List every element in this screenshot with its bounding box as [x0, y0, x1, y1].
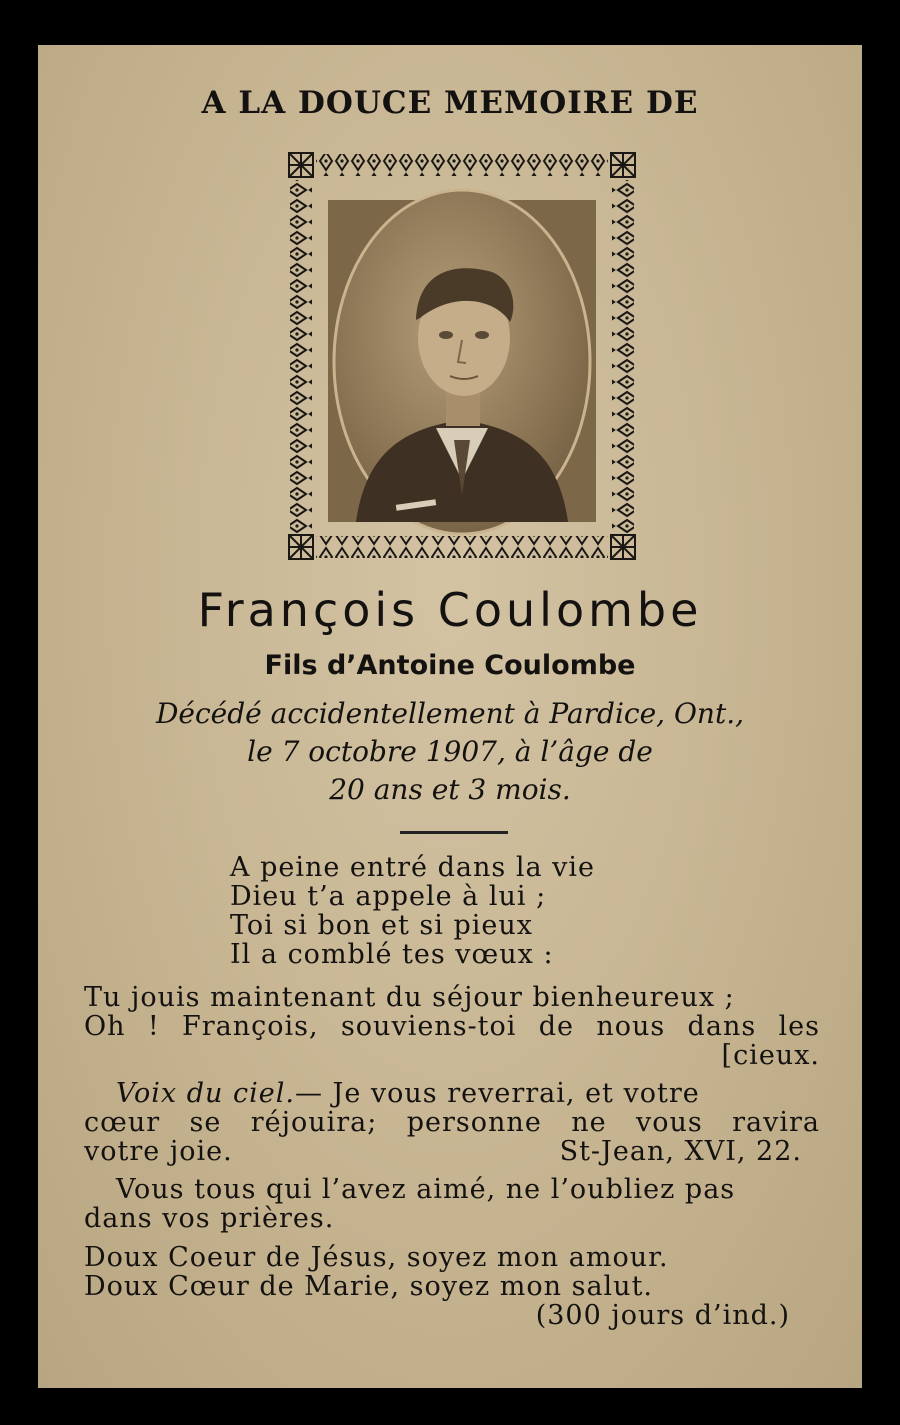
scripture-citation: St-Jean, XVI, 22.: [559, 1136, 802, 1167]
invocation-line: Doux Cœur de Marie, soyez mon salut.: [84, 1271, 653, 1302]
verse-line: A peine entré dans la vie: [230, 852, 596, 883]
verse-stanza: [230, 853, 595, 969]
card-header: A LA DOUCE MEMOIRE DE: [201, 85, 699, 121]
indulgence-note: (300 jours d’ind.): [535, 1300, 790, 1331]
prayer-line: Vous tous qui l’avez aimé, ne l’oubliez pas: [116, 1174, 736, 1205]
deceased-name: François Coulombe: [197, 583, 703, 637]
invocation-line: Doux Coeur de Jésus, soyez mon amour.: [84, 1242, 669, 1273]
invocations: [84, 1243, 820, 1330]
prayer-request: [84, 1175, 820, 1233]
voix-line: cœur se réjouira; personne ne vous ravira: [84, 1107, 820, 1138]
verse-line: Il a comblé tes vœux :: [230, 939, 554, 970]
memorial-card: [38, 45, 862, 1388]
death-notice: [38, 695, 862, 809]
portrait-photo: [328, 190, 596, 534]
ornamental-border: [286, 150, 638, 564]
stanza-two: [84, 983, 820, 1070]
stanza-line: Oh ! François, souviens-toi de nous dans les: [84, 1011, 820, 1042]
voix-label: Voix du ciel.: [116, 1078, 295, 1109]
voix-line: votre joie.: [84, 1136, 233, 1167]
death-line: 20 ans et 3 mois.: [329, 773, 571, 806]
verse-line: Toi si bon et si pieux: [230, 910, 533, 941]
death-line: Décédé accidentellement à Pardice, Ont.,: [155, 697, 745, 730]
portrait-frame: [286, 150, 638, 564]
divider: [400, 831, 508, 834]
death-line: le 7 octobre 1907, à l’âge de: [247, 735, 653, 768]
stanza-line: [cieux.: [721, 1040, 820, 1071]
parent-line: Fils d’Antoine Coulombe: [264, 650, 636, 681]
stanza-line: Tu jouis maintenant du séjour bienheureux ;: [84, 982, 735, 1013]
voix-du-ciel: [84, 1079, 820, 1166]
voix-line: — Je vous reverrai, et votre: [294, 1078, 700, 1109]
prayer-line: dans vos prières.: [84, 1203, 335, 1234]
verse-line: Dieu t’a appele à lui ;: [230, 881, 547, 912]
